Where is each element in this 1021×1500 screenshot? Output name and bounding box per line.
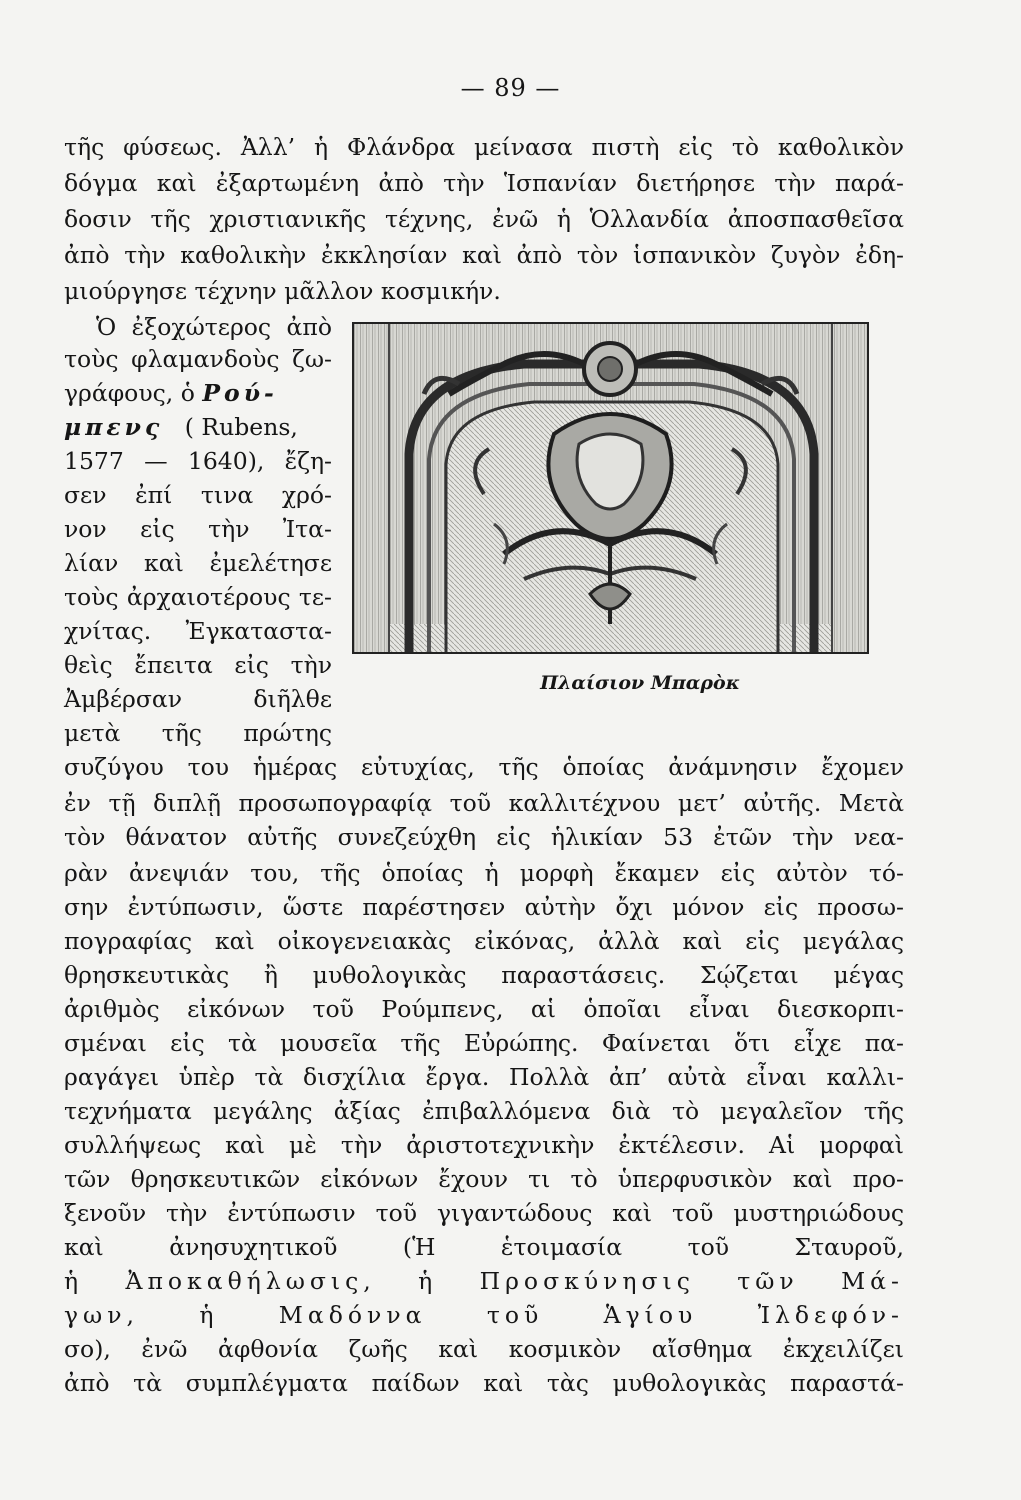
text-line: Ἀμβέρσαν διῆλθε [64,685,332,713]
text-line: δοσιν τῆς χριστιανικῆς τέχνης, ἐνῶ ἡ Ὁλλανδία ἀποσπασθεῖσα [64,205,904,233]
text-line: ἀπὸ τὴν καθολικὴν ἐκκλησίαν καὶ ἀπὸ τὸν ἱσπανικὸν ζυγὸν ἐδη- [64,241,904,269]
text-line: γων, ἡ Μαδόννα τοῦ Ἁγίου Ἰλδεφόν- [64,1301,904,1329]
text-line: σην ἐντύπωσιν, ὥστε παρέστησεν αὐτὴν ὄχι μόνον εἰς προσω- [64,893,904,921]
text-line: τοὺς φλαμανδοὺς ζω- [64,345,332,373]
text-line: τῆς φύσεως. Ἀλλ’ ἡ Φλάνδρα μείνασα πιστὴ εἰς τὸ καθολικὸν [64,133,904,161]
text-line: σεν ἐπί τινα χρό- [64,481,332,509]
figure-baroque-frame [352,322,869,654]
text-line: πογραφίας καὶ οἰκογενειακὰς εἰκόνας, ἀλλὰ καὶ εἰς μεγάλας [64,927,904,955]
text-line: ἐν τῇ διπλῇ προσωπογραφίᾳ τοῦ καλλιτέχνου μετ’ αὐτῆς. Μετὰ [64,789,904,817]
page-number: — 89 — [460,74,561,102]
text-line: συλλήψεως καὶ μὲ τὴν ἀριστοτεχνικὴν ἐκτέλεσιν. Αἱ μορφαὶ [64,1131,904,1159]
text-line: τοὺς ἀρχαιοτέρους τε- [64,583,332,611]
text-line: νον εἰς τὴν Ἰτα- [64,515,332,543]
rubens-name-part1: Ρού- [202,379,278,407]
text-line: σμέναι εἰς τὰ μουσεῖα τῆς Εὐρώπης. Φαίνεται ὅτι εἶχε πα- [64,1029,904,1057]
text-line: θρησκευτικὰς ἢ μυθολογικὰς παραστάσεις. Σῴζεται μέγας [64,961,904,989]
text-line: τῶν θρησκευτικῶν εἰκόνων ἔχουν τι τὸ ὑπερφυσικὸν καὶ προ- [64,1165,904,1193]
text-fragment: ( Rubens, [184,413,298,441]
text-line: Ὁ ἐξοχώτερος ἀπὸ [96,313,332,341]
text-line: ἀπὸ τὰ συμπλέγματα παίδων καὶ τὰς μυθολογικὰς παραστά- [64,1369,904,1397]
text-line: τὸν θάνατον αὐτῆς συνεζεύχθη εἰς ἡλικίαν 53 ἐτῶν τὴν νεα- [64,823,904,851]
text-fragment: γράφους, ὁ [64,379,195,407]
text-line: δόγμα καὶ ἐξαρτωμένη ἀπὸ τὴν Ἱσπανίαν διετήρησε τὴν παρά- [64,169,904,197]
text-line: 1577 — 1640), ἔζη- [64,447,332,475]
text-line: ἡ Ἀποκαθήλωσις, ἡ Προσκύνησις τῶν Μά- [64,1267,904,1295]
text-line: λίαν καὶ ἐμελέτησε [64,549,332,577]
text-line: ἀριθμὸς εἰκόνων τοῦ Ρούμπενς, αἱ ὁποῖαι εἶναι διεσκορπι- [64,995,904,1023]
text-line: μιούργησε τέχνην μᾶλλον κοσμικήν. [64,277,501,305]
figure-caption: Πλαίσιον Μπαρὸκ [540,672,740,694]
text-line [64,410,332,444]
text-line: θεὶς ἔπειτα εἰς τὴν [64,651,332,679]
baroque-frame-illustration [354,324,867,652]
text-line: μετὰ τῆς πρώτης [64,719,332,747]
text-line: καὶ ἀνησυχητικοῦ (Ἡ ἑτοιμασία τοῦ Σταυροῦ, [64,1233,904,1261]
text-line: τεχνήματα μεγάλης ἀξίας ἐπιβαλλόμενα διὰ τὸ μεγαλεῖον τῆς [64,1097,904,1125]
text-line: συζύγου του ἡμέρας εὐτυχίας, τῆς ὁποίας ἀνάμνησιν ἔχομεν [64,753,904,781]
rubens-name-part2: μπενς [64,413,164,441]
text-line: χνίτας. Ἐγκαταστα- [64,617,332,645]
text-line: ραγάγει ὑπὲρ τὰ δισχίλια ἔργα. Πολλὰ ἀπ’ αὐτὰ εἶναι καλλι- [64,1063,904,1091]
text-line: σο), ἐνῶ ἀφθονία ζωῆς καὶ κοσμικὸν αἴσθημα ἐκχειλίζει [64,1335,904,1363]
text-line: ξενοῦν τὴν ἐντύπωσιν τοῦ γιγαντώδους καὶ τοῦ μυστηριώδους [64,1199,904,1227]
text-line [64,376,332,410]
text-line: ρὰν ἀνεψιάν του, τῆς ὁποίας ἡ μορφὴ ἔκαμεν εἰς αὐτὸν τό- [64,859,904,887]
